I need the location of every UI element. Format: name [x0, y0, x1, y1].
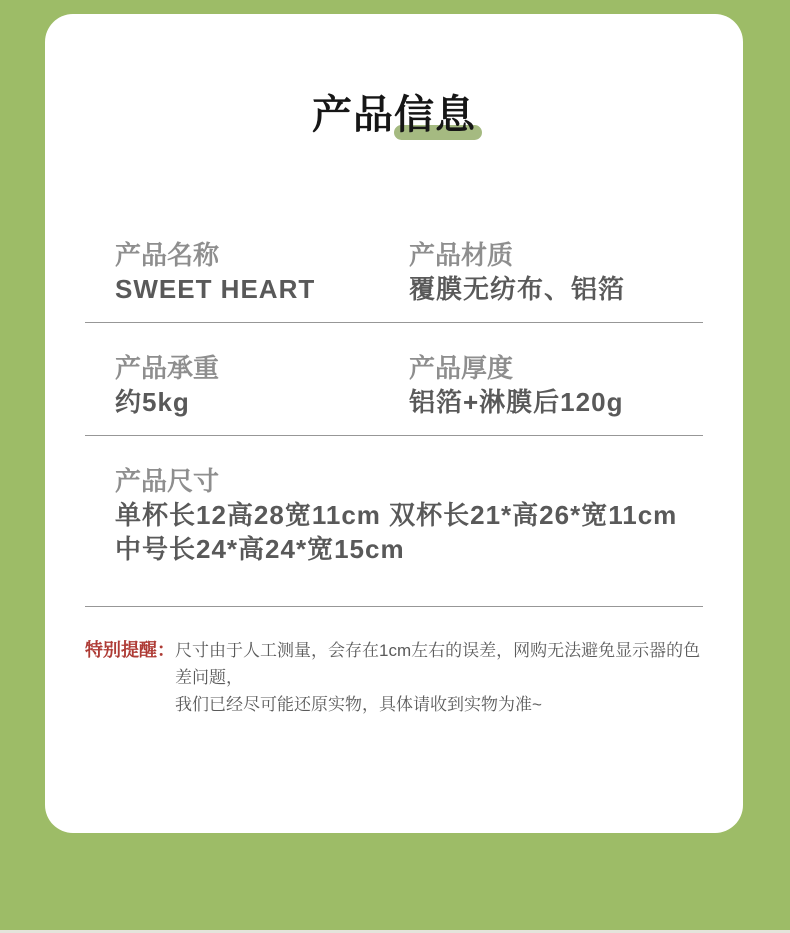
- spec-field-size: [115, 464, 703, 566]
- page-title-text: 产品信息: [312, 93, 476, 137]
- divider: [85, 606, 703, 607]
- product-info-card: [45, 14, 743, 833]
- size-value-line2: 中号长24*高24*宽15cm: [115, 534, 405, 564]
- reminder-text: [175, 637, 703, 718]
- spec-content: [85, 238, 703, 718]
- spec-value: SWEET HEART: [115, 274, 316, 304]
- spec-value: 覆膜无纺布、铝箔: [409, 274, 626, 304]
- spec-row-load-thickness: [85, 351, 703, 419]
- spec-field-product-name: [115, 238, 409, 306]
- reminder-line2: 我们已经尽可能还原实物，具体请收到实物为准~: [175, 695, 542, 714]
- spec-label: 产品厚度: [409, 353, 514, 383]
- page-title: [312, 92, 476, 138]
- spec-label: 产品名称: [115, 240, 220, 270]
- spec-label: 产品材质: [409, 240, 514, 270]
- spec-field-load-capacity: [115, 351, 409, 419]
- reminder-label: 特别提醒：: [85, 640, 175, 660]
- divider: [85, 322, 703, 323]
- title-section: [45, 14, 743, 138]
- spec-label: 产品尺寸: [115, 466, 220, 496]
- reminder-line1: 尺寸由于人工测量，会存在1cm左右的误差，网购无法避免显示器的色差问题，: [175, 641, 701, 687]
- divider: [85, 435, 703, 436]
- size-value-line1: 单杯长12高28宽11cm 双杯长21*高26*宽11cm: [115, 500, 678, 530]
- spec-field-thickness: [409, 351, 703, 419]
- spec-value: 约5kg: [115, 387, 190, 417]
- special-reminder: [85, 637, 703, 718]
- spec-row-size: [85, 464, 703, 566]
- spec-label: 产品承重: [115, 353, 220, 383]
- spec-field-product-material: [409, 238, 703, 306]
- spec-row-name-material: [85, 238, 703, 306]
- spec-value: 铝箔+淋膜后120g: [409, 387, 624, 417]
